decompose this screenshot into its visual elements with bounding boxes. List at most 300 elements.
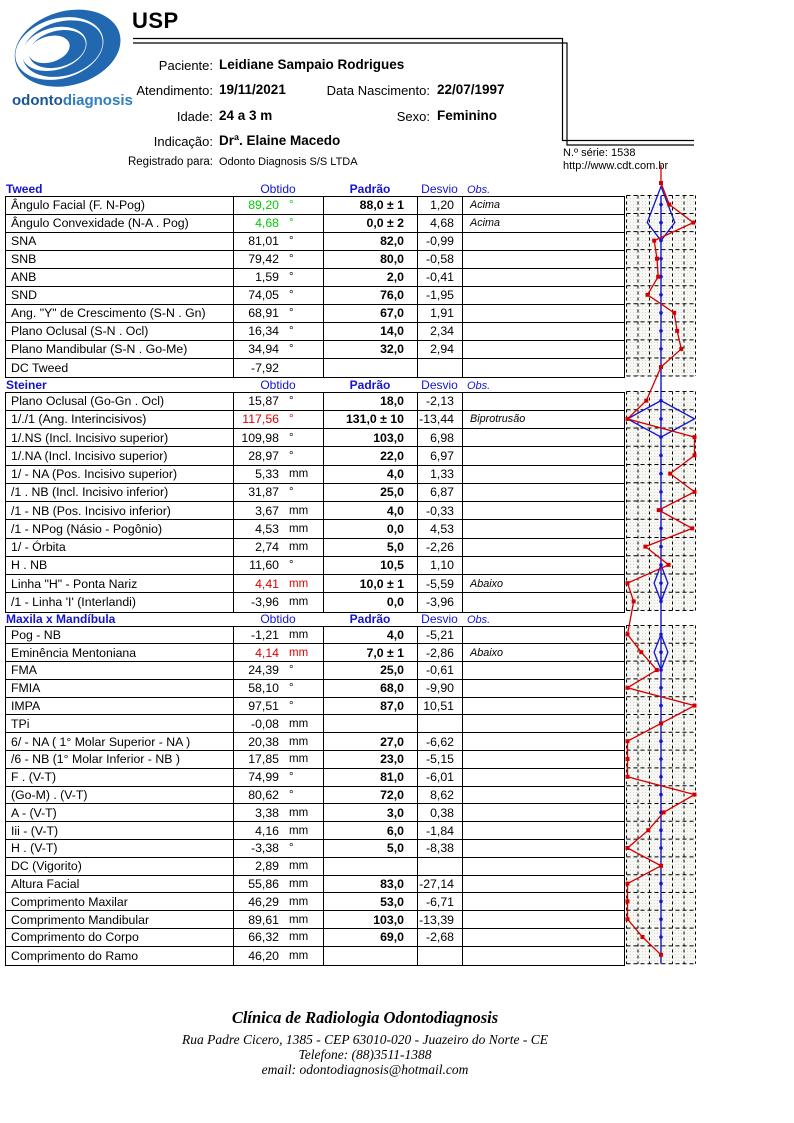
cell-measurement-name: Eminência Mentoniana bbox=[6, 644, 234, 661]
deviation-point bbox=[659, 864, 663, 868]
cell-padrao: 22,0 bbox=[324, 447, 418, 464]
cell-measurement-name: Comprimento do Ramo bbox=[6, 947, 234, 965]
obtido-unit: ° bbox=[289, 449, 294, 462]
clinic-name: Clínica de Radiologia Odontodiagnosis bbox=[231, 1008, 499, 1027]
cell-padrao: 0,0 ± 2 bbox=[324, 215, 418, 232]
cell-obtido bbox=[234, 644, 324, 661]
cell-measurement-name: Plano Mandibular (S-N . Go-Me) bbox=[6, 341, 234, 358]
measurement-table bbox=[5, 392, 625, 613]
table-row bbox=[6, 804, 624, 822]
cell-padrao: 88,0 ± 1 bbox=[324, 197, 418, 214]
cell-padrao: 7,0 ± 1 bbox=[324, 644, 418, 661]
obtido-unit: ° bbox=[289, 700, 294, 713]
section-title: Maxila x Mandíbula bbox=[6, 611, 116, 626]
cell-desvio: -13,39 bbox=[418, 911, 463, 928]
cell-obtido bbox=[234, 341, 324, 358]
axis-dot bbox=[659, 846, 663, 850]
obtido-value: 16,34 bbox=[248, 324, 279, 339]
cell-obtido bbox=[234, 393, 324, 410]
birthdate-label: Data Nascimento: bbox=[326, 83, 430, 98]
obtido-unit: ° bbox=[289, 559, 294, 572]
cell-desvio: -13,44 bbox=[418, 411, 463, 428]
axis-dot bbox=[659, 329, 663, 333]
obtido-value: 2,74 bbox=[255, 540, 279, 555]
obtido-value: 66,32 bbox=[248, 930, 279, 945]
axis-dot bbox=[659, 347, 663, 351]
column-header-desvio: Desvio bbox=[421, 181, 458, 196]
sex-label: Sexo: bbox=[396, 109, 430, 124]
obtido-unit: mm bbox=[289, 878, 309, 891]
cell-obtido bbox=[234, 323, 324, 340]
table-row bbox=[6, 593, 624, 611]
cell-padrao: 83,0 bbox=[324, 876, 418, 893]
obtido-value: 74,99 bbox=[248, 770, 279, 785]
cell-desvio: 10,51 bbox=[418, 698, 463, 715]
clinic-footer bbox=[0, 1008, 730, 1077]
obtido-unit: ° bbox=[289, 307, 294, 320]
obtido-unit: ° bbox=[289, 289, 294, 302]
logo-crescents-icon bbox=[10, 6, 128, 92]
cell-obtido bbox=[234, 787, 324, 804]
cell-desvio: 6,98 bbox=[418, 429, 463, 446]
deviation-point bbox=[693, 490, 697, 494]
obtido-value: 97,51 bbox=[248, 699, 279, 714]
table-row bbox=[6, 269, 624, 287]
table-row bbox=[6, 411, 624, 429]
obtido-value: -1,21 bbox=[250, 627, 279, 642]
cell-desvio: -5,21 bbox=[418, 627, 463, 644]
obtido-unit: ° bbox=[289, 325, 294, 338]
cell-padrao: 131,0 ± 10 bbox=[324, 411, 418, 428]
cell-obtido bbox=[234, 359, 324, 377]
cell-measurement-name: 6/ - NA ( 1° Molar Superior - NA ) bbox=[6, 733, 234, 750]
deviation-point bbox=[675, 329, 679, 333]
deviation-point bbox=[626, 775, 630, 779]
cell-measurement-name: /6 - NB (1° Molar Inferior - NB ) bbox=[6, 751, 234, 768]
obtido-value: 80,62 bbox=[248, 788, 279, 803]
deviation-point bbox=[693, 435, 697, 439]
serial-number: N.º série: 1538 bbox=[563, 147, 636, 159]
cell-padrao: 25,0 bbox=[324, 662, 418, 679]
cell-measurement-name: (Go-M) . (V-T) bbox=[6, 787, 234, 804]
website-url: http://www.cdt.com.br bbox=[563, 160, 669, 172]
obtido-unit: mm bbox=[289, 577, 309, 590]
obtido-unit: mm bbox=[289, 949, 309, 962]
cell-obtido bbox=[234, 575, 324, 592]
cell-desvio bbox=[418, 947, 463, 965]
axis-dot bbox=[659, 399, 663, 403]
deviation-point bbox=[652, 239, 656, 243]
axis-dot bbox=[659, 917, 663, 921]
cell-desvio: -5,59 bbox=[418, 575, 463, 592]
column-header-padrao: Padrão bbox=[349, 611, 391, 626]
cell-measurement-name: SNB bbox=[6, 251, 234, 268]
obtido-value: 17,85 bbox=[248, 752, 279, 767]
table-row bbox=[6, 751, 624, 769]
cell-obtido bbox=[234, 733, 324, 750]
cell-obtido bbox=[234, 593, 324, 611]
cell-obtido bbox=[234, 269, 324, 286]
patient-name: Leidiane Sampaio Rodrigues bbox=[219, 57, 405, 72]
cell-obtido bbox=[234, 893, 324, 910]
cell-desvio: -2,86 bbox=[418, 644, 463, 661]
cell-obs: Abaixo bbox=[470, 577, 504, 590]
deviation-point bbox=[646, 293, 650, 297]
cell-obtido bbox=[234, 822, 324, 839]
axis-dot bbox=[659, 757, 663, 761]
deviation-point bbox=[667, 563, 671, 567]
cell-desvio bbox=[418, 715, 463, 732]
axis-dot bbox=[659, 311, 663, 315]
table-row bbox=[6, 251, 624, 269]
obtido-value: 81,01 bbox=[248, 234, 279, 249]
table-row bbox=[6, 484, 624, 502]
deviation-point bbox=[655, 668, 659, 672]
cell-padrao: 76,0 bbox=[324, 287, 418, 304]
column-header-padrao: Padrão bbox=[349, 377, 391, 392]
cell-desvio: 1,33 bbox=[418, 466, 463, 483]
obtido-value: 4,53 bbox=[255, 521, 279, 536]
obtido-unit: ° bbox=[289, 789, 294, 802]
cell-padrao: 3,0 bbox=[324, 804, 418, 821]
cell-measurement-name: F . (V-T) bbox=[6, 769, 234, 786]
cell-measurement-name: 1/.NA (Incl. Incisivo superior) bbox=[6, 447, 234, 464]
obtido-unit: mm bbox=[289, 860, 309, 873]
attendance-label: Atendimento: bbox=[136, 83, 213, 98]
cell-desvio: 2,34 bbox=[418, 323, 463, 340]
obtido-value: 74,05 bbox=[248, 288, 279, 303]
obtido-unit: ° bbox=[289, 842, 294, 855]
deviation-point bbox=[693, 793, 697, 797]
table-row bbox=[6, 341, 624, 359]
cell-obtido bbox=[234, 447, 324, 464]
cell-obtido bbox=[234, 197, 324, 214]
table-row bbox=[6, 287, 624, 305]
obtido-value: 20,38 bbox=[248, 734, 279, 749]
cell-desvio: -0,58 bbox=[418, 251, 463, 268]
table-row bbox=[6, 305, 624, 323]
cell-obtido bbox=[234, 429, 324, 446]
cell-measurement-name: /1 . NB (Incl. Incisivo inferior) bbox=[6, 484, 234, 501]
cell-obs: Acima bbox=[470, 199, 500, 212]
axis-dot bbox=[659, 527, 663, 531]
table-row bbox=[6, 447, 624, 465]
axis-dot bbox=[659, 203, 663, 207]
deviation-point bbox=[667, 203, 671, 207]
table-row bbox=[6, 502, 624, 520]
cell-desvio: 4,53 bbox=[418, 520, 463, 537]
obtido-value: 117,56 bbox=[242, 412, 279, 427]
axis-dot bbox=[659, 545, 663, 549]
obtido-unit: mm bbox=[289, 717, 309, 730]
obtido-value: 89,61 bbox=[248, 912, 279, 927]
column-header-obtido: Obtido bbox=[260, 181, 296, 196]
analysis-section bbox=[5, 378, 625, 613]
obtido-value: -7,92 bbox=[250, 360, 279, 375]
table-row bbox=[6, 787, 624, 805]
cell-obtido bbox=[234, 287, 324, 304]
cell-measurement-name: /1 - Linha 'I' (Interlandi) bbox=[6, 593, 234, 611]
attendance-date: 19/11/2021 bbox=[219, 82, 286, 97]
cell-obtido bbox=[234, 627, 324, 644]
table-row bbox=[6, 359, 624, 377]
table-row bbox=[6, 893, 624, 911]
cell-measurement-name: DC Tweed bbox=[6, 359, 234, 377]
cell-desvio: -2,68 bbox=[418, 929, 463, 946]
age-value: 24 a 3 m bbox=[219, 108, 273, 123]
cell-obtido bbox=[234, 502, 324, 519]
cell-obs: Abaixo bbox=[470, 646, 504, 659]
obtido-unit: mm bbox=[289, 468, 309, 481]
cell-measurement-name: SNA bbox=[6, 233, 234, 250]
cell-padrao: 14,0 bbox=[324, 323, 418, 340]
axis-dot bbox=[659, 650, 663, 654]
obtido-value: 11,60 bbox=[249, 558, 279, 573]
clinic-email: email: odontodiagnosis@hotmail.com bbox=[261, 1062, 469, 1077]
deviation-point bbox=[626, 846, 630, 850]
cell-padrao: 69,0 bbox=[324, 929, 418, 946]
obtido-unit: mm bbox=[289, 735, 309, 748]
obtido-value: 68,91 bbox=[248, 306, 279, 321]
deviation-point bbox=[672, 311, 676, 315]
cell-obtido bbox=[234, 233, 324, 250]
table-row bbox=[6, 215, 624, 233]
column-header-obs: Obs. bbox=[467, 183, 491, 196]
axis-dot bbox=[659, 668, 663, 672]
deviation-point bbox=[659, 721, 663, 725]
table-row bbox=[6, 822, 624, 840]
cell-measurement-name: /1 - NPog (Násio - Pogônio) bbox=[6, 520, 234, 537]
axis-dot bbox=[659, 633, 663, 637]
obtido-unit: ° bbox=[289, 682, 294, 695]
table-row bbox=[6, 715, 624, 733]
cell-padrao: 82,0 bbox=[324, 233, 418, 250]
deviation-point bbox=[626, 917, 630, 921]
cell-obtido bbox=[234, 662, 324, 679]
obtido-unit: ° bbox=[289, 486, 294, 499]
table-row bbox=[6, 466, 624, 484]
cell-obtido bbox=[234, 715, 324, 732]
cell-obtido bbox=[234, 539, 324, 556]
cell-desvio: 1,20 bbox=[418, 197, 463, 214]
cell-measurement-name: 1/ - NA (Pos. Incisivo superior) bbox=[6, 466, 234, 483]
axis-dot bbox=[659, 563, 663, 567]
cell-measurement-name: Iii - (V-T) bbox=[6, 822, 234, 839]
cell-desvio: -6,01 bbox=[418, 769, 463, 786]
age-label: Idade: bbox=[176, 109, 213, 124]
cell-desvio: -5,15 bbox=[418, 751, 463, 768]
cell-measurement-name: FMIA bbox=[6, 680, 234, 697]
cell-obtido bbox=[234, 411, 324, 428]
deviation-point bbox=[632, 599, 636, 603]
cell-obtido bbox=[234, 804, 324, 821]
obtido-value: 24,39 bbox=[248, 663, 279, 678]
axis-dot bbox=[659, 828, 663, 832]
deviation-point bbox=[693, 704, 697, 708]
registered-value: Odonto Diagnosis S/S LTDA bbox=[219, 156, 358, 168]
cell-desvio: 4,68 bbox=[418, 215, 463, 232]
obtido-unit: ° bbox=[289, 271, 294, 284]
cell-padrao: 23,0 bbox=[324, 751, 418, 768]
cell-measurement-name: Ângulo Facial (F. N-Pog) bbox=[6, 197, 234, 214]
table-row bbox=[6, 858, 624, 876]
logo-word-odonto: odonto bbox=[12, 92, 63, 109]
column-header-padrao: Padrão bbox=[349, 181, 391, 196]
obtido-unit: mm bbox=[289, 753, 309, 766]
cell-desvio bbox=[418, 359, 463, 377]
cell-desvio: -0,33 bbox=[418, 502, 463, 519]
cell-measurement-name: IMPA bbox=[6, 698, 234, 715]
table-row bbox=[6, 575, 624, 593]
cell-padrao: 10,0 ± 1 bbox=[324, 575, 418, 592]
obtido-unit: ° bbox=[289, 343, 294, 356]
registered-label: Registrado para: bbox=[127, 156, 213, 168]
deviation-point bbox=[626, 882, 630, 886]
cell-obtido bbox=[234, 251, 324, 268]
cell-padrao: 72,0 bbox=[324, 787, 418, 804]
cell-padrao: 5,0 bbox=[324, 840, 418, 857]
obtido-unit: ° bbox=[289, 217, 294, 230]
cell-desvio: 1,91 bbox=[418, 305, 463, 322]
obtido-value: 89,20 bbox=[248, 198, 279, 213]
cell-desvio: -8,38 bbox=[418, 840, 463, 857]
axis-dot bbox=[659, 581, 663, 585]
cell-desvio: -0,41 bbox=[418, 269, 463, 286]
deviation-point bbox=[646, 828, 650, 832]
cell-desvio: -9,90 bbox=[418, 680, 463, 697]
axis-dot bbox=[659, 472, 663, 476]
obtido-unit: ° bbox=[289, 664, 294, 677]
obtido-unit: mm bbox=[289, 596, 309, 609]
deviation-point bbox=[659, 953, 663, 957]
cell-obtido bbox=[234, 305, 324, 322]
deviation-point bbox=[659, 181, 663, 185]
deviation-point bbox=[659, 365, 663, 369]
table-row bbox=[6, 840, 624, 858]
cell-obtido bbox=[234, 520, 324, 537]
deviation-point bbox=[626, 686, 630, 690]
cell-obtido bbox=[234, 215, 324, 232]
deviation-point bbox=[626, 757, 630, 761]
section-title: Steiner bbox=[6, 377, 47, 392]
axis-dot bbox=[659, 293, 663, 297]
cell-padrao: 4,0 bbox=[324, 466, 418, 483]
cell-obtido bbox=[234, 484, 324, 501]
patient-label: Paciente: bbox=[158, 58, 213, 73]
obtido-value: 3,67 bbox=[255, 503, 279, 518]
deviation-point bbox=[626, 632, 630, 636]
analysis-section bbox=[5, 182, 625, 378]
cell-padrao: 103,0 bbox=[324, 911, 418, 928]
cell-desvio: -6,71 bbox=[418, 893, 463, 910]
cell-padrao: 68,0 bbox=[324, 680, 418, 697]
section-header bbox=[5, 182, 625, 196]
cell-obtido bbox=[234, 751, 324, 768]
cell-measurement-name: H . NB bbox=[6, 557, 234, 574]
cell-desvio: -0,99 bbox=[418, 233, 463, 250]
table-row bbox=[6, 929, 624, 947]
obtido-unit: ° bbox=[289, 771, 294, 784]
obtido-unit: mm bbox=[289, 913, 309, 926]
cell-obs: Biprotrusão bbox=[470, 413, 526, 426]
cell-padrao: 0,0 bbox=[324, 593, 418, 611]
obtido-value: 55,86 bbox=[248, 877, 279, 892]
cell-padrao: 53,0 bbox=[324, 893, 418, 910]
deviation-point bbox=[693, 453, 697, 457]
axis-dot bbox=[659, 739, 663, 743]
obtido-unit: mm bbox=[289, 541, 309, 554]
axis-dot bbox=[659, 417, 663, 421]
cell-obtido bbox=[234, 557, 324, 574]
obtido-value: 3,38 bbox=[255, 805, 279, 820]
cell-padrao bbox=[324, 947, 418, 965]
cell-desvio: -27,14 bbox=[418, 876, 463, 893]
cell-measurement-name: TPi bbox=[6, 715, 234, 732]
obtido-unit: ° bbox=[289, 199, 294, 212]
cell-obs: Acima bbox=[470, 217, 500, 230]
deviation-point bbox=[662, 810, 666, 814]
axis-dot bbox=[659, 239, 663, 243]
obtido-value: -3,38 bbox=[250, 841, 279, 856]
obtido-value: 15,87 bbox=[248, 394, 279, 409]
obtido-value: 4,41 bbox=[255, 576, 279, 591]
column-header-obs: Obs. bbox=[467, 379, 491, 392]
deviation-point bbox=[655, 257, 659, 261]
cell-obtido bbox=[234, 929, 324, 946]
axis-dot bbox=[659, 257, 663, 261]
axis-dot bbox=[659, 490, 663, 494]
cell-desvio: -1,95 bbox=[418, 287, 463, 304]
cell-obtido bbox=[234, 947, 324, 965]
table-row bbox=[6, 557, 624, 575]
axis-dot bbox=[659, 882, 663, 886]
cell-obtido bbox=[234, 840, 324, 857]
cell-padrao: 80,0 bbox=[324, 251, 418, 268]
obtido-value: -3,96 bbox=[250, 595, 279, 610]
cell-measurement-name: Comprimento Mandibular bbox=[6, 911, 234, 928]
cell-desvio: 6,97 bbox=[418, 447, 463, 464]
clinic-phone: Telefone: (88)3511-1388 bbox=[298, 1047, 432, 1062]
deviation-point bbox=[656, 275, 660, 279]
table-row bbox=[6, 947, 624, 965]
cell-measurement-name: H . (V-T) bbox=[6, 840, 234, 857]
axis-dot bbox=[659, 221, 663, 225]
obtido-value: 5,33 bbox=[255, 467, 279, 482]
table-row bbox=[6, 644, 624, 662]
obtido-unit: mm bbox=[289, 522, 309, 535]
birthdate: 22/07/1997 bbox=[437, 82, 505, 97]
deviation-point bbox=[691, 221, 695, 225]
obtido-value: 28,97 bbox=[248, 448, 279, 463]
cell-padrao: 81,0 bbox=[324, 769, 418, 786]
obtido-unit: mm bbox=[289, 895, 309, 908]
cell-padrao: 67,0 bbox=[324, 305, 418, 322]
cell-padrao: 87,0 bbox=[324, 698, 418, 715]
cell-desvio: 2,94 bbox=[418, 341, 463, 358]
cell-obtido bbox=[234, 698, 324, 715]
table-row bbox=[6, 520, 624, 538]
axis-dot bbox=[659, 686, 663, 690]
column-header-obtido: Obtido bbox=[260, 611, 296, 626]
deviation-point bbox=[644, 399, 648, 403]
cell-measurement-name: Ang. "Y" de Crescimento (S-N . Gn) bbox=[6, 305, 234, 322]
obtido-unit: mm bbox=[289, 628, 309, 641]
deviation-point bbox=[626, 739, 630, 743]
table-row bbox=[6, 733, 624, 751]
referral-label: Indicação: bbox=[153, 134, 213, 149]
cell-padrao: 4,0 bbox=[324, 627, 418, 644]
column-header-obs: Obs. bbox=[467, 613, 491, 626]
